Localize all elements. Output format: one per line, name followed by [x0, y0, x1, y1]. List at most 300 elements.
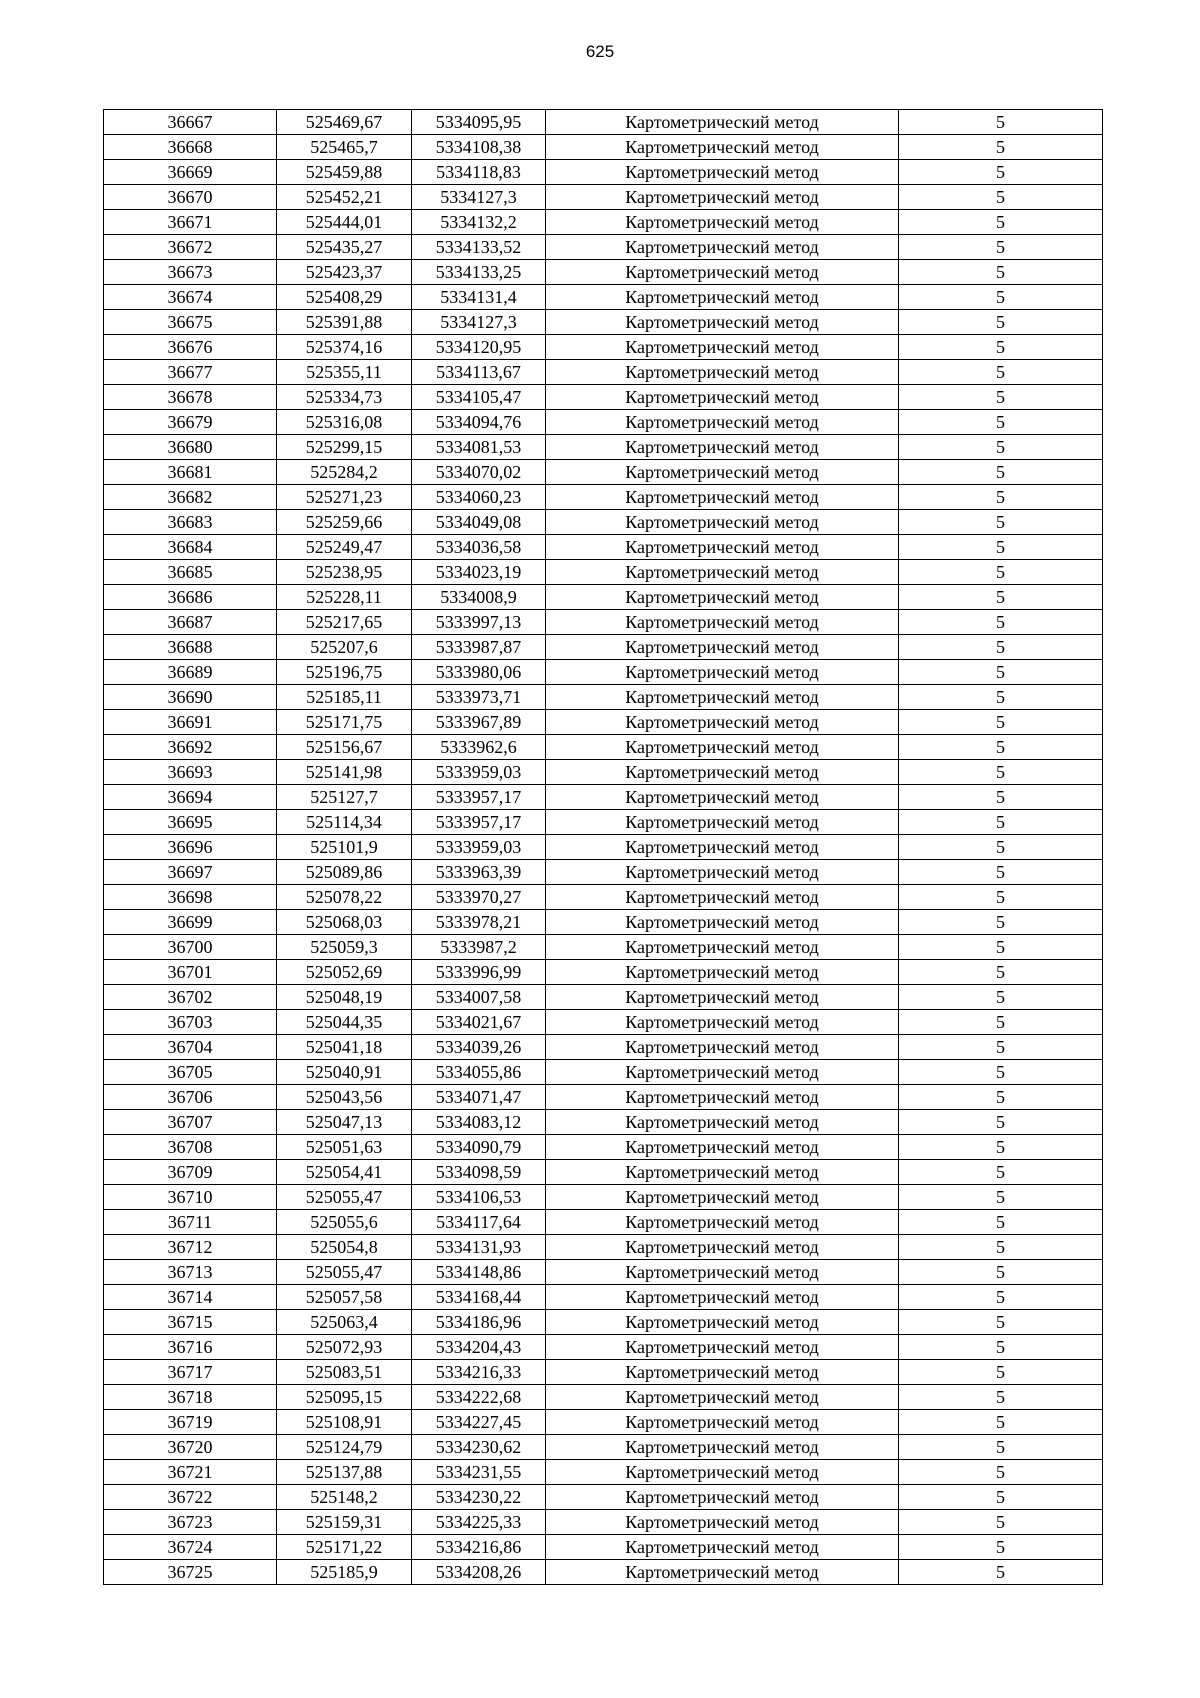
method-cell: Картометрический метод	[546, 710, 899, 735]
y-coordinate-cell: 5333987,87	[412, 635, 546, 660]
point-number-cell: 36679	[104, 410, 277, 435]
y-coordinate-cell: 5334094,76	[412, 410, 546, 435]
point-number-cell: 36712	[104, 1235, 277, 1260]
method-cell: Картометрический метод	[546, 735, 899, 760]
table-row	[104, 1285, 1103, 1310]
method-cell: Картометрический метод	[546, 1085, 899, 1110]
y-coordinate-cell: 5334133,25	[412, 260, 546, 285]
method-cell: Картометрический метод	[546, 435, 899, 460]
table-row	[104, 1135, 1103, 1160]
point-number-cell: 36688	[104, 635, 277, 660]
x-coordinate-cell: 525101,9	[277, 835, 412, 860]
table-row	[104, 1460, 1103, 1485]
y-coordinate-cell: 5334108,38	[412, 135, 546, 160]
y-coordinate-cell: 5334216,86	[412, 1535, 546, 1560]
method-cell: Картометрический метод	[546, 285, 899, 310]
accuracy-cell: 5	[899, 860, 1103, 885]
method-cell: Картометрический метод	[546, 1360, 899, 1385]
point-number-cell: 36691	[104, 710, 277, 735]
method-cell: Картометрический метод	[546, 485, 899, 510]
method-cell: Картометрический метод	[546, 185, 899, 210]
method-cell: Картометрический метод	[546, 585, 899, 610]
x-coordinate-cell: 525047,13	[277, 1110, 412, 1135]
accuracy-cell: 5	[899, 1335, 1103, 1360]
method-cell: Картометрический метод	[546, 635, 899, 660]
table-row	[104, 1510, 1103, 1535]
y-coordinate-cell: 5334227,45	[412, 1410, 546, 1435]
point-number-cell: 36689	[104, 660, 277, 685]
accuracy-cell: 5	[899, 635, 1103, 660]
table-row	[104, 1185, 1103, 1210]
accuracy-cell: 5	[899, 1135, 1103, 1160]
table-row	[104, 110, 1103, 135]
table-row	[104, 160, 1103, 185]
x-coordinate-cell: 525078,22	[277, 885, 412, 910]
accuracy-cell: 5	[899, 935, 1103, 960]
accuracy-cell: 5	[899, 360, 1103, 385]
table-row	[104, 485, 1103, 510]
point-number-cell: 36707	[104, 1110, 277, 1135]
method-cell: Картометрический метод	[546, 910, 899, 935]
accuracy-cell: 5	[899, 660, 1103, 685]
method-cell: Картометрический метод	[546, 760, 899, 785]
method-cell: Картометрический метод	[546, 1010, 899, 1035]
y-coordinate-cell: 5333996,99	[412, 960, 546, 985]
accuracy-cell: 5	[899, 135, 1103, 160]
table-row	[104, 1535, 1103, 1560]
x-coordinate-cell: 525374,16	[277, 335, 412, 360]
accuracy-cell: 5	[899, 1385, 1103, 1410]
y-coordinate-cell: 5333997,13	[412, 610, 546, 635]
accuracy-cell: 5	[899, 685, 1103, 710]
y-coordinate-cell: 5334204,43	[412, 1335, 546, 1360]
accuracy-cell: 5	[899, 885, 1103, 910]
table-row	[104, 360, 1103, 385]
accuracy-cell: 5	[899, 1260, 1103, 1285]
point-number-cell: 36684	[104, 535, 277, 560]
method-cell: Картометрический метод	[546, 210, 899, 235]
table-row	[104, 1335, 1103, 1360]
method-cell: Картометрический метод	[546, 1410, 899, 1435]
table-row	[104, 1110, 1103, 1135]
y-coordinate-cell: 5334131,4	[412, 285, 546, 310]
method-cell: Картометрический метод	[546, 1285, 899, 1310]
method-cell: Картометрический метод	[546, 1535, 899, 1560]
accuracy-cell: 5	[899, 460, 1103, 485]
y-coordinate-cell: 5334070,02	[412, 460, 546, 485]
x-coordinate-cell: 525217,65	[277, 610, 412, 635]
y-coordinate-cell: 5334132,2	[412, 210, 546, 235]
table-row	[104, 460, 1103, 485]
point-number-cell: 36668	[104, 135, 277, 160]
point-number-cell: 36716	[104, 1335, 277, 1360]
y-coordinate-cell: 5334071,47	[412, 1085, 546, 1110]
y-coordinate-cell: 5334230,22	[412, 1485, 546, 1510]
x-coordinate-cell: 525054,8	[277, 1235, 412, 1260]
x-coordinate-cell: 525171,22	[277, 1535, 412, 1560]
x-coordinate-cell: 525068,03	[277, 910, 412, 935]
table-row	[104, 235, 1103, 260]
accuracy-cell: 5	[899, 1060, 1103, 1085]
accuracy-cell: 5	[899, 210, 1103, 235]
table-row	[104, 185, 1103, 210]
y-coordinate-cell: 5334222,68	[412, 1385, 546, 1410]
method-cell: Картометрический метод	[546, 1510, 899, 1535]
point-number-cell: 36714	[104, 1285, 277, 1310]
method-cell: Картометрический метод	[546, 785, 899, 810]
point-number-cell: 36702	[104, 985, 277, 1010]
point-number-cell: 36669	[104, 160, 277, 185]
x-coordinate-cell: 525057,58	[277, 1285, 412, 1310]
table-row	[104, 210, 1103, 235]
accuracy-cell: 5	[899, 485, 1103, 510]
method-cell: Картометрический метод	[546, 535, 899, 560]
accuracy-cell: 5	[899, 260, 1103, 285]
x-coordinate-cell: 525148,2	[277, 1485, 412, 1510]
point-number-cell: 36685	[104, 560, 277, 585]
x-coordinate-cell: 525469,67	[277, 110, 412, 135]
x-coordinate-cell: 525055,6	[277, 1210, 412, 1235]
accuracy-cell: 5	[899, 1435, 1103, 1460]
method-cell: Картометрический метод	[546, 1310, 899, 1335]
accuracy-cell: 5	[899, 985, 1103, 1010]
y-coordinate-cell: 5334083,12	[412, 1110, 546, 1135]
point-number-cell: 36720	[104, 1435, 277, 1460]
accuracy-cell: 5	[899, 585, 1103, 610]
point-number-cell: 36717	[104, 1360, 277, 1385]
table-row	[104, 385, 1103, 410]
table-row	[104, 260, 1103, 285]
x-coordinate-cell: 525052,69	[277, 960, 412, 985]
x-coordinate-cell: 525089,86	[277, 860, 412, 885]
x-coordinate-cell: 525059,3	[277, 935, 412, 960]
method-cell: Картометрический метод	[546, 610, 899, 635]
accuracy-cell: 5	[899, 1235, 1103, 1260]
y-coordinate-cell: 5334055,86	[412, 1060, 546, 1085]
y-coordinate-cell: 5334098,59	[412, 1160, 546, 1185]
coordinates-table	[103, 109, 1103, 1585]
x-coordinate-cell: 525063,4	[277, 1310, 412, 1335]
point-number-cell: 36676	[104, 335, 277, 360]
y-coordinate-cell: 5333978,21	[412, 910, 546, 935]
y-coordinate-cell: 5334049,08	[412, 510, 546, 535]
method-cell: Картометрический метод	[546, 1160, 899, 1185]
table-row	[104, 435, 1103, 460]
y-coordinate-cell: 5334039,26	[412, 1035, 546, 1060]
method-cell: Картометрический метод	[546, 135, 899, 160]
x-coordinate-cell: 525055,47	[277, 1260, 412, 1285]
accuracy-cell: 5	[899, 735, 1103, 760]
x-coordinate-cell: 525185,9	[277, 1560, 412, 1585]
method-cell: Картометрический метод	[546, 1435, 899, 1460]
method-cell: Картометрический метод	[546, 335, 899, 360]
method-cell: Картометрический метод	[546, 660, 899, 685]
method-cell: Картометрический метод	[546, 1135, 899, 1160]
table-row	[104, 710, 1103, 735]
point-number-cell: 36667	[104, 110, 277, 135]
method-cell: Картометрический метод	[546, 1260, 899, 1285]
accuracy-cell: 5	[899, 235, 1103, 260]
y-coordinate-cell: 5334008,9	[412, 585, 546, 610]
accuracy-cell: 5	[899, 1035, 1103, 1060]
x-coordinate-cell: 525137,88	[277, 1460, 412, 1485]
x-coordinate-cell: 525127,7	[277, 785, 412, 810]
table-row	[104, 585, 1103, 610]
accuracy-cell: 5	[899, 960, 1103, 985]
method-cell: Картометрический метод	[546, 860, 899, 885]
point-number-cell: 36721	[104, 1460, 277, 1485]
point-number-cell: 36690	[104, 685, 277, 710]
accuracy-cell: 5	[899, 535, 1103, 560]
table-row	[104, 835, 1103, 860]
method-cell: Картометрический метод	[546, 1335, 899, 1360]
method-cell: Картометрический метод	[546, 235, 899, 260]
point-number-cell: 36718	[104, 1385, 277, 1410]
point-number-cell: 36710	[104, 1185, 277, 1210]
accuracy-cell: 5	[899, 1010, 1103, 1035]
accuracy-cell: 5	[899, 560, 1103, 585]
y-coordinate-cell: 5333957,17	[412, 810, 546, 835]
method-cell: Картометрический метод	[546, 1460, 899, 1485]
table-row	[104, 1235, 1103, 1260]
table-row	[104, 1410, 1103, 1435]
point-number-cell: 36673	[104, 260, 277, 285]
point-number-cell: 36693	[104, 760, 277, 785]
y-coordinate-cell: 5334208,26	[412, 1560, 546, 1585]
accuracy-cell: 5	[899, 760, 1103, 785]
point-number-cell: 36705	[104, 1060, 277, 1085]
accuracy-cell: 5	[899, 1210, 1103, 1235]
point-number-cell: 36699	[104, 910, 277, 935]
accuracy-cell: 5	[899, 285, 1103, 310]
table-row	[104, 1210, 1103, 1235]
y-coordinate-cell: 5334230,62	[412, 1435, 546, 1460]
method-cell: Картометрический метод	[546, 1110, 899, 1135]
table-row	[104, 1160, 1103, 1185]
accuracy-cell: 5	[899, 510, 1103, 535]
accuracy-cell: 5	[899, 1485, 1103, 1510]
method-cell: Картометрический метод	[546, 510, 899, 535]
point-number-cell: 36719	[104, 1410, 277, 1435]
x-coordinate-cell: 525043,56	[277, 1085, 412, 1110]
x-coordinate-cell: 525459,88	[277, 160, 412, 185]
accuracy-cell: 5	[899, 335, 1103, 360]
x-coordinate-cell: 525054,41	[277, 1160, 412, 1185]
method-cell: Картометрический метод	[546, 1560, 899, 1585]
y-coordinate-cell: 5333957,17	[412, 785, 546, 810]
accuracy-cell: 5	[899, 1460, 1103, 1485]
method-cell: Картометрический метод	[546, 935, 899, 960]
y-coordinate-cell: 5334225,33	[412, 1510, 546, 1535]
accuracy-cell: 5	[899, 1310, 1103, 1335]
table-row	[104, 560, 1103, 585]
x-coordinate-cell: 525423,37	[277, 260, 412, 285]
x-coordinate-cell: 525391,88	[277, 310, 412, 335]
method-cell: Картометрический метод	[546, 160, 899, 185]
table-row	[104, 285, 1103, 310]
method-cell: Картометрический метод	[546, 1485, 899, 1510]
x-coordinate-cell: 525299,15	[277, 435, 412, 460]
accuracy-cell: 5	[899, 435, 1103, 460]
x-coordinate-cell: 525095,15	[277, 1385, 412, 1410]
y-coordinate-cell: 5334021,67	[412, 1010, 546, 1035]
table-row	[104, 935, 1103, 960]
method-cell: Картометрический метод	[546, 685, 899, 710]
accuracy-cell: 5	[899, 810, 1103, 835]
x-coordinate-cell: 525108,91	[277, 1410, 412, 1435]
point-number-cell: 36696	[104, 835, 277, 860]
table-row	[104, 660, 1103, 685]
table-row	[104, 135, 1103, 160]
x-coordinate-cell: 525196,75	[277, 660, 412, 685]
x-coordinate-cell: 525141,98	[277, 760, 412, 785]
y-coordinate-cell: 5333962,6	[412, 735, 546, 760]
table-row	[104, 1085, 1103, 1110]
y-coordinate-cell: 5334231,55	[412, 1460, 546, 1485]
table-row	[104, 1060, 1103, 1085]
y-coordinate-cell: 5334118,83	[412, 160, 546, 185]
y-coordinate-cell: 5334007,58	[412, 985, 546, 1010]
method-cell: Картометрический метод	[546, 1185, 899, 1210]
accuracy-cell: 5	[899, 410, 1103, 435]
method-cell: Картометрический метод	[546, 810, 899, 835]
point-number-cell: 36701	[104, 960, 277, 985]
table-row	[104, 910, 1103, 935]
accuracy-cell: 5	[899, 1110, 1103, 1135]
accuracy-cell: 5	[899, 1410, 1103, 1435]
method-cell: Картометрический метод	[546, 310, 899, 335]
coordinates-table-body	[104, 110, 1103, 1585]
accuracy-cell: 5	[899, 1560, 1103, 1585]
y-coordinate-cell: 5334133,52	[412, 235, 546, 260]
y-coordinate-cell: 5333959,03	[412, 760, 546, 785]
accuracy-cell: 5	[899, 385, 1103, 410]
point-number-cell: 36671	[104, 210, 277, 235]
table-row	[104, 860, 1103, 885]
y-coordinate-cell: 5334060,23	[412, 485, 546, 510]
method-cell: Картометрический метод	[546, 985, 899, 1010]
accuracy-cell: 5	[899, 185, 1103, 210]
method-cell: Картометрический метод	[546, 260, 899, 285]
table-row	[104, 810, 1103, 835]
point-number-cell: 36694	[104, 785, 277, 810]
table-row	[104, 785, 1103, 810]
method-cell: Картометрический метод	[546, 1385, 899, 1410]
x-coordinate-cell: 525249,47	[277, 535, 412, 560]
table-row	[104, 610, 1103, 635]
x-coordinate-cell: 525040,91	[277, 1060, 412, 1085]
table-row	[104, 410, 1103, 435]
point-number-cell: 36686	[104, 585, 277, 610]
x-coordinate-cell: 525271,23	[277, 485, 412, 510]
table-row	[104, 335, 1103, 360]
y-coordinate-cell: 5334216,33	[412, 1360, 546, 1385]
x-coordinate-cell: 525044,35	[277, 1010, 412, 1035]
point-number-cell: 36722	[104, 1485, 277, 1510]
method-cell: Картометрический метод	[546, 1060, 899, 1085]
method-cell: Картометрический метод	[546, 1035, 899, 1060]
point-number-cell: 36674	[104, 285, 277, 310]
x-coordinate-cell: 525041,18	[277, 1035, 412, 1060]
method-cell: Картометрический метод	[546, 960, 899, 985]
method-cell: Картометрический метод	[546, 360, 899, 385]
point-number-cell: 36683	[104, 510, 277, 535]
table-row	[104, 635, 1103, 660]
y-coordinate-cell: 5334127,3	[412, 310, 546, 335]
accuracy-cell: 5	[899, 1185, 1103, 1210]
x-coordinate-cell: 525408,29	[277, 285, 412, 310]
x-coordinate-cell: 525171,75	[277, 710, 412, 735]
x-coordinate-cell: 525083,51	[277, 1360, 412, 1385]
point-number-cell: 36724	[104, 1535, 277, 1560]
accuracy-cell: 5	[899, 110, 1103, 135]
point-number-cell: 36697	[104, 860, 277, 885]
y-coordinate-cell: 5333987,2	[412, 935, 546, 960]
point-number-cell: 36704	[104, 1035, 277, 1060]
table-row	[104, 1560, 1103, 1585]
accuracy-cell: 5	[899, 1285, 1103, 1310]
point-number-cell: 36682	[104, 485, 277, 510]
table-row	[104, 1310, 1103, 1335]
x-coordinate-cell: 525284,2	[277, 460, 412, 485]
point-number-cell: 36692	[104, 735, 277, 760]
x-coordinate-cell: 525444,01	[277, 210, 412, 235]
x-coordinate-cell: 525051,63	[277, 1135, 412, 1160]
method-cell: Картометрический метод	[546, 885, 899, 910]
point-number-cell: 36672	[104, 235, 277, 260]
point-number-cell: 36706	[104, 1085, 277, 1110]
y-coordinate-cell: 5334168,44	[412, 1285, 546, 1310]
accuracy-cell: 5	[899, 710, 1103, 735]
table-row	[104, 1360, 1103, 1385]
y-coordinate-cell: 5333967,89	[412, 710, 546, 735]
point-number-cell: 36677	[104, 360, 277, 385]
table-row	[104, 510, 1103, 535]
page-number: 625	[585, 42, 615, 61]
x-coordinate-cell: 525465,7	[277, 135, 412, 160]
point-number-cell: 36687	[104, 610, 277, 635]
x-coordinate-cell: 525185,11	[277, 685, 412, 710]
table-row	[104, 1035, 1103, 1060]
y-coordinate-cell: 5334186,96	[412, 1310, 546, 1335]
table-row	[104, 1435, 1103, 1460]
x-coordinate-cell: 525435,27	[277, 235, 412, 260]
y-coordinate-cell: 5334081,53	[412, 435, 546, 460]
method-cell: Картометрический метод	[546, 1210, 899, 1235]
y-coordinate-cell: 5333970,27	[412, 885, 546, 910]
point-number-cell: 36725	[104, 1560, 277, 1585]
y-coordinate-cell: 5334120,95	[412, 335, 546, 360]
y-coordinate-cell: 5333980,06	[412, 660, 546, 685]
method-cell: Картометрический метод	[546, 460, 899, 485]
accuracy-cell: 5	[899, 160, 1103, 185]
point-number-cell: 36678	[104, 385, 277, 410]
table-row	[104, 1385, 1103, 1410]
x-coordinate-cell: 525228,11	[277, 585, 412, 610]
x-coordinate-cell: 525334,73	[277, 385, 412, 410]
x-coordinate-cell: 525124,79	[277, 1435, 412, 1460]
accuracy-cell: 5	[899, 785, 1103, 810]
method-cell: Картометрический метод	[546, 410, 899, 435]
x-coordinate-cell: 525355,11	[277, 360, 412, 385]
point-number-cell: 36695	[104, 810, 277, 835]
y-coordinate-cell: 5334036,58	[412, 535, 546, 560]
point-number-cell: 36723	[104, 1510, 277, 1535]
point-number-cell: 36681	[104, 460, 277, 485]
accuracy-cell: 5	[899, 1535, 1103, 1560]
table-row	[104, 960, 1103, 985]
accuracy-cell: 5	[899, 910, 1103, 935]
